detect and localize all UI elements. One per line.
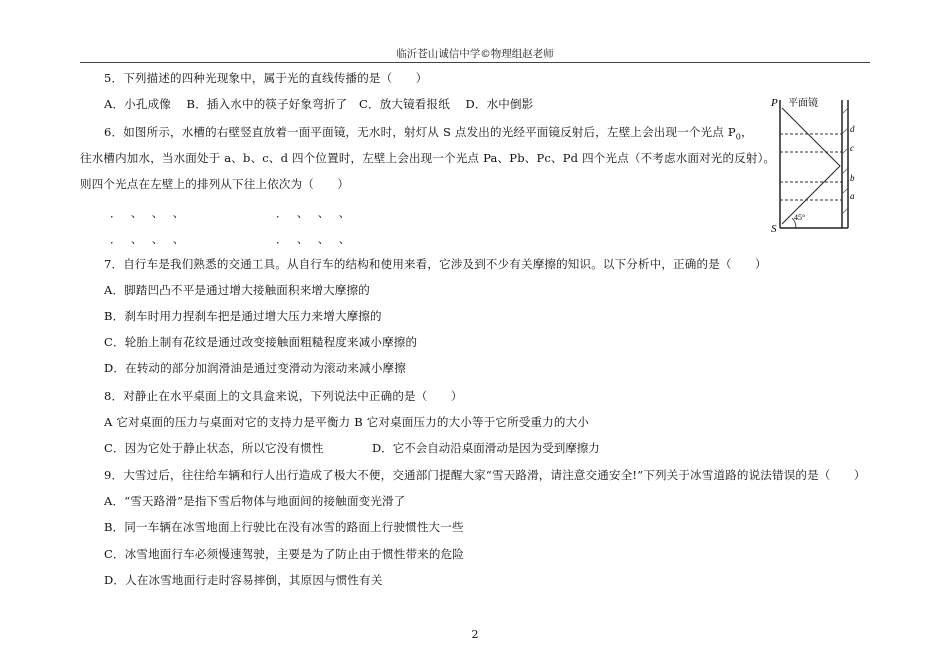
water-tank-figure (770, 94, 865, 234)
light-ray (782, 108, 840, 224)
q7-option-b: B．刹车时用力捏刹车把是通过增大压力来增大摩擦的 (104, 309, 382, 323)
page-number: 2 (471, 628, 479, 641)
q9-option-d: D．人在冰雪地面行走时容易摔倒，其原因与惯性有关 (104, 573, 383, 587)
q8-option-ab: A 它对桌面的压力与桌面对它的支持力是平衡力 B 它对桌面压力的大小等于它所受重力的大小 (104, 415, 590, 429)
label-mirror: 平面镜 (788, 98, 818, 109)
q9-stem: 9．大雪过后，往往给车辆和行人出行造成了极大不便，交通部门提醒大家“雪天路滑，请注意交通安全!”下列关于冰雪道路的说法错误的是（ ） (104, 468, 866, 482)
q6-line3: 则四个光点在左壁上的排列从下往上依次为（ ） (80, 177, 350, 191)
q6-line1-text: 6．如图所示，水槽的右壁竖直放着一面平面镜，无水时，射灯从 S 点发出的光经平面镜反射后，左壁上会出现一个光点 P (104, 125, 736, 139)
q5-stem: 5．下列描述的四种光现象中，属于光的直线传播的是（ ） (104, 71, 428, 85)
q8-stem: 8．对静止在水平桌面上的文具盒来说，下列说法中正确的是（ ） (104, 389, 463, 403)
q6-line1-end: ， (741, 125, 753, 139)
q7-option-c: C．轮胎上制有花纹是通过改变接触面粗糙程度来减小摩擦的 (104, 335, 418, 349)
q6-line2: 往水槽内加水，当水面处于 a、b、c、d 四个位置时，左壁上会出现一个光点 Pa、Pb、Pc、Pd 四个光点（不考虑水面对光的反射）。 (80, 151, 776, 165)
label-p: P (771, 97, 778, 109)
q5-options: A．小孔成像 B．插入水中的筷子好象弯折了 C．放大镜看报纸 D．水中倒影 (104, 97, 534, 111)
label-d: d (850, 124, 855, 134)
q6-line1-subscript: 0 (735, 132, 742, 142)
header-rule (80, 62, 870, 63)
water-levels (780, 134, 842, 200)
q8-option-c: C．因为它处于静止状态，所以它没有惯性 (104, 441, 324, 455)
page-header: 临沂苍山诚信中学©物理组赵老师 (396, 48, 554, 60)
q8-option-d: D．它不会自动沿桌面滑动是因为受到摩擦力 (372, 441, 600, 455)
q7-stem: 7．自行车是我们熟悉的交通工具。从自行车的结构和使用来看，它涉及到不少有关摩擦的知识。以下分析中，正确的是（ ） (104, 257, 767, 271)
label-b: b (850, 173, 855, 183)
q6-line1 (104, 124, 753, 141)
q6-choice-d: ． 、 、 、 (276, 232, 351, 246)
q6-choice-a: ． 、 、 、 (110, 206, 185, 220)
q9-option-c: C．冰雪地面行车必须慢速驾驶，主要是为了防止由于惯性带来的危险 (104, 547, 464, 561)
q7-option-a: A．脚踏凹凸不平是通过增大接触面积来增大摩擦的 (104, 283, 370, 297)
q6-choice-c: ． 、 、 、 (110, 232, 185, 246)
mirror-hatching (842, 108, 848, 214)
q6-choice-b: ． 、 、 、 (276, 206, 351, 220)
label-s: S (771, 223, 777, 234)
q9-option-b: B．同一车辆在冰雪地面上行驶比在没有冰雪的路面上行驶惯性大一些 (104, 520, 464, 534)
q7-option-d: D．在转动的部分加润滑油是通过变滑动为滚动来减小摩擦 (104, 361, 406, 375)
q9-option-a: A．“雪天路滑”是指下雪后物体与地面间的接触面变光滑了 (104, 494, 406, 508)
label-c: c (850, 143, 854, 153)
label-a: a (850, 191, 855, 201)
label-angle: 45° (794, 213, 806, 222)
